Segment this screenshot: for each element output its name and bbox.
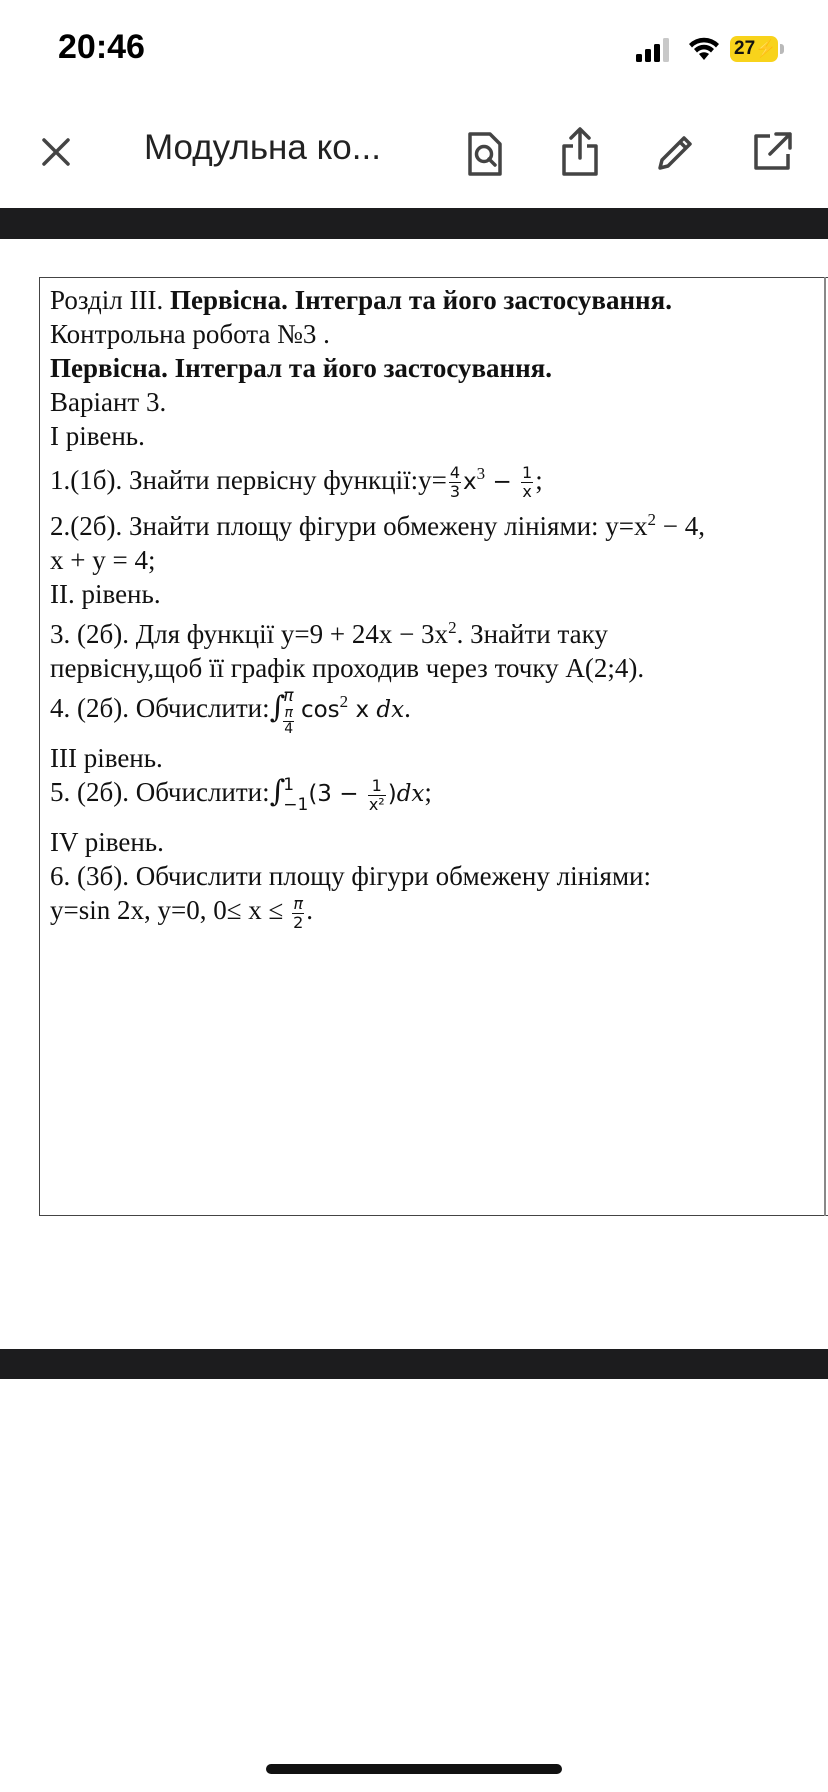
fraction: $\frac{1}{x}$: [522, 463, 533, 502]
level-1-heading: І рівень.: [50, 421, 145, 451]
fraction: $\frac{\pi}{2}$: [293, 893, 304, 932]
home-indicator[interactable]: [266, 1764, 562, 1774]
question-2: 2.(2б). Знайти площу фігури обмежену лініями: $y=x^2 - 4$,: [50, 510, 705, 542]
level-2-heading: ІІ. рівень.: [50, 579, 161, 610]
open-external-icon[interactable]: [750, 130, 794, 174]
page-separator-top: [0, 208, 828, 239]
integral-limits: π π 4: [283, 685, 294, 737]
document-toolbar: [0, 112, 828, 192]
fraction: $\frac{4}{3}$: [449, 463, 461, 502]
question-3-continued: первісну,щоб її графік проходив через точку А(2;4).: [50, 653, 645, 684]
wifi-icon: [688, 36, 720, 62]
question-1: 1.(1б). Знайти первісну функції:y= $\frac{4}{3}$ $x^3$ − $\frac{1}{x}$ ;: [50, 463, 543, 502]
fraction: $\frac{1}{\text{x²}}$: [368, 775, 385, 814]
page-edge: [824, 277, 826, 1216]
status-icons: [610, 36, 790, 64]
battery-tip: [780, 44, 784, 54]
status-time: 20:46: [58, 28, 145, 66]
battery-level: 27: [734, 38, 756, 59]
cellular-signal-icon: [636, 38, 676, 62]
question-3: 3. (2б). Для функції $y=9 + 24x - 3x^2$. Знайти таку: [50, 618, 608, 650]
document-content: [50, 283, 820, 932]
question-6: 6. (3б). Обчислити площу фігури обмежену лініями:: [50, 861, 652, 892]
test-title: Контрольна робота №3 .: [50, 319, 330, 349]
search-document-icon[interactable]: [462, 130, 506, 178]
question-2-continued: x + y = 4;: [50, 545, 156, 576]
question-6-continued: y=sin 2x, y=0, 0≤ x ≤ $\frac{\pi}{2}$ .: [50, 893, 314, 932]
topic-title: Первісна. Інтеграл та його застосування.: [50, 353, 553, 383]
edit-pencil-icon[interactable]: [652, 130, 698, 176]
question-5: 5. (2б). Обчислити:∫ 1 −1 (3 − $\frac{1}{\text{x²}}$ )dx;: [50, 774, 432, 816]
close-icon[interactable]: [36, 132, 76, 172]
battery-icon: 27⚡: [730, 36, 778, 62]
variant: Варіант 3.: [50, 387, 167, 417]
document-title: Модульна ко...: [144, 128, 381, 167]
integral-limits: 1 −1: [283, 775, 309, 816]
section-heading: Розділ ІІІ. Первісна. Інтеграл та його застосування.: [50, 285, 672, 315]
level-3-heading: ІІІ рівень.: [50, 743, 163, 774]
share-icon[interactable]: [558, 126, 602, 178]
question-4: 4. (2б). Обчислити:∫ π π 4 $\cos^2 x$ dx.: [50, 685, 411, 737]
level-4-heading: IV рівень.: [50, 827, 164, 858]
page-separator-bottom: [0, 1349, 828, 1379]
